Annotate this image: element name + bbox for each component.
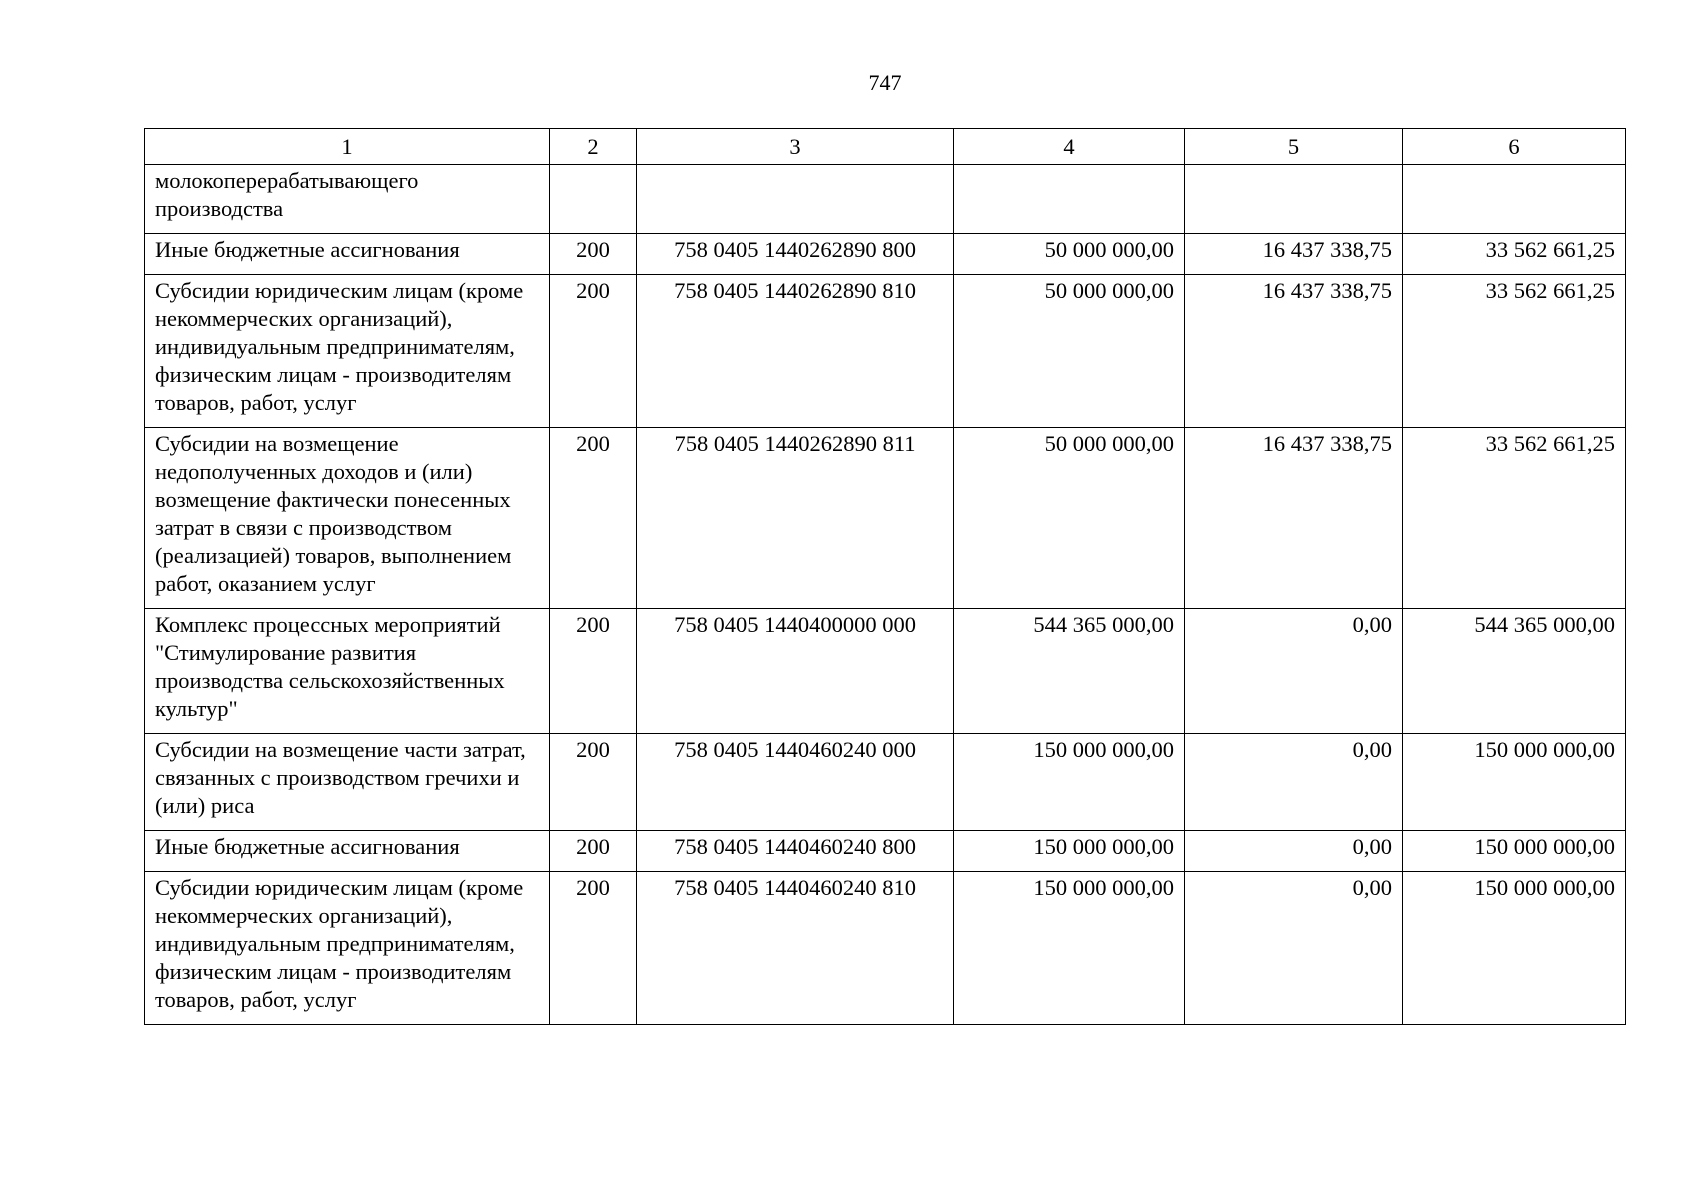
column-2-cell: 200 (550, 234, 637, 275)
header-cell-6: 6 (1403, 129, 1626, 165)
column-5-cell: 0,00 (1185, 609, 1403, 734)
table-row (145, 734, 1626, 831)
column-4-cell: 544 365 000,00 (954, 609, 1185, 734)
column-4-cell: 150 000 000,00 (954, 872, 1185, 1025)
column-2-cell: 200 (550, 831, 637, 872)
name-cell: Иные бюджетные ассигнования (145, 234, 550, 275)
code-cell: 758 0405 1440262890 800 (637, 234, 954, 275)
name-cell: Иные бюджетные ассигнования (145, 831, 550, 872)
code-cell: 758 0405 1440460240 800 (637, 831, 954, 872)
header-cell-5: 5 (1185, 129, 1403, 165)
column-2-cell: 200 (550, 428, 637, 609)
header-cell-4: 4 (954, 129, 1185, 165)
table-row (145, 872, 1626, 1025)
column-5-cell: 0,00 (1185, 872, 1403, 1025)
name-cell: Субсидии на возмещение части затрат, связанных с производством гречихи и (или) риса (145, 734, 550, 831)
table-header (145, 129, 1626, 165)
column-2-cell: 200 (550, 872, 637, 1025)
column-5-cell: 16 437 338,75 (1185, 428, 1403, 609)
table-row (145, 234, 1626, 275)
column-2-cell (550, 165, 637, 234)
column-4-cell: 50 000 000,00 (954, 234, 1185, 275)
column-5-cell (1185, 165, 1403, 234)
name-cell: Комплекс процессных мероприятий "Стимулирование развития производства сельскохозяйственных культур" (145, 609, 550, 734)
table-row (145, 609, 1626, 734)
name-cell: молокоперерабатывающего производства (145, 165, 550, 234)
header-row (145, 129, 1626, 165)
code-cell (637, 165, 954, 234)
header-cell-2: 2 (550, 129, 637, 165)
column-2-cell: 200 (550, 275, 637, 428)
code-cell: 758 0405 1440262890 811 (637, 428, 954, 609)
column-6-cell: 150 000 000,00 (1403, 734, 1626, 831)
column-6-cell: 150 000 000,00 (1403, 831, 1626, 872)
table-row (145, 831, 1626, 872)
column-4-cell: 150 000 000,00 (954, 831, 1185, 872)
table-row (145, 428, 1626, 609)
code-cell: 758 0405 1440460240 810 (637, 872, 954, 1025)
name-cell: Субсидии юридическим лицам (кроме некоммерческих организаций), индивидуальным предпринимателям, физическим лицам - производителям товаров, работ, услуг (145, 872, 550, 1025)
column-6-cell: 150 000 000,00 (1403, 872, 1626, 1025)
column-2-cell: 200 (550, 609, 637, 734)
column-5-cell: 0,00 (1185, 734, 1403, 831)
column-4-cell: 50 000 000,00 (954, 275, 1185, 428)
code-cell: 758 0405 1440262890 810 (637, 275, 954, 428)
header-cell-1: 1 (145, 129, 550, 165)
name-cell: Субсидии юридическим лицам (кроме некоммерческих организаций), индивидуальным предпринимателям, физическим лицам - производителям товаров, работ, услуг (145, 275, 550, 428)
column-5-cell: 16 437 338,75 (1185, 234, 1403, 275)
column-2-cell: 200 (550, 734, 637, 831)
table-body (145, 165, 1626, 1025)
code-cell: 758 0405 1440460240 000 (637, 734, 954, 831)
table-row (145, 165, 1626, 234)
column-6-cell: 33 562 661,25 (1403, 275, 1626, 428)
table-row (145, 275, 1626, 428)
column-6-cell: 33 562 661,25 (1403, 234, 1626, 275)
column-6-cell: 544 365 000,00 (1403, 609, 1626, 734)
budget-table (144, 128, 1626, 1025)
column-5-cell: 0,00 (1185, 831, 1403, 872)
header-cell-3: 3 (637, 129, 954, 165)
name-cell: Субсидии на возмещение недополученных доходов и (или) возмещение фактически понесенных затрат в связи с производством (реализацией) товаров, выполнением работ, оказанием услуг (145, 428, 550, 609)
code-cell: 758 0405 1440400000 000 (637, 609, 954, 734)
column-4-cell: 150 000 000,00 (954, 734, 1185, 831)
page-number: 747 (868, 70, 902, 95)
column-6-cell: 33 562 661,25 (1403, 428, 1626, 609)
column-6-cell (1403, 165, 1626, 234)
column-4-cell: 50 000 000,00 (954, 428, 1185, 609)
column-4-cell (954, 165, 1185, 234)
column-5-cell: 16 437 338,75 (1185, 275, 1403, 428)
